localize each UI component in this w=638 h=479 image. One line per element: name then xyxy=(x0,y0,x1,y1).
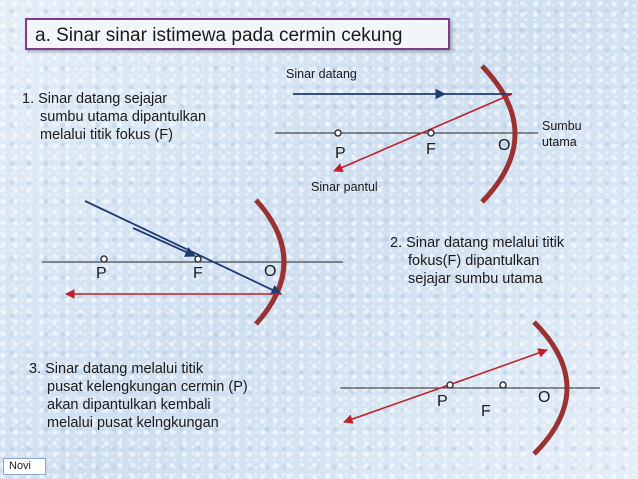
label-p-2: P xyxy=(96,265,107,282)
axis-label-line-2: utama xyxy=(542,135,577,149)
label-o-1: O xyxy=(498,137,511,154)
rule-2-text xyxy=(390,234,564,288)
point-f-3 xyxy=(500,382,506,388)
label-p-1: P xyxy=(335,145,346,162)
diagram-3 xyxy=(340,322,600,454)
reflected-ray-label: Sinar pantul xyxy=(311,180,378,194)
diagram-2 xyxy=(42,200,343,324)
point-f-2 xyxy=(195,256,201,262)
label-f-1: F xyxy=(426,141,436,158)
rule-1-line-3: melalui titik fokus (F) xyxy=(40,127,173,143)
rule-2-line-1: 2. Sinar datang melalui titik xyxy=(390,235,565,251)
axis-label-line-1: Sumbu xyxy=(542,119,582,133)
rule-1-line-2: sumbu utama dipantulkan xyxy=(40,109,207,125)
label-o-3: O xyxy=(538,389,551,406)
rule-3-line-1: 3. Sinar datang melalui titik xyxy=(29,361,204,377)
point-p-3 xyxy=(447,382,453,388)
principal-axis-label xyxy=(542,118,582,150)
point-p-1 xyxy=(335,130,341,136)
label-f-2: F xyxy=(193,265,203,282)
author-badge xyxy=(3,458,46,475)
incident-ray-2-overlay xyxy=(133,228,195,256)
rule-1-text xyxy=(22,90,206,144)
incident-ray-2 xyxy=(85,201,281,294)
label-p-3: P xyxy=(437,393,448,410)
rule-3-line-2: pusat kelengkungan cermin (P) xyxy=(47,379,248,395)
rule-3-text xyxy=(29,360,248,432)
concave-mirror-1 xyxy=(482,66,515,202)
rule-3-line-4: melalui pusat kelngkungan xyxy=(47,415,219,431)
incident-ray-3 xyxy=(449,350,547,385)
author-name: Novi xyxy=(9,460,32,472)
rule-3-line-3: akan dipantulkan kembali xyxy=(47,397,211,413)
label-o-2: O xyxy=(264,263,277,280)
label-f-3: F xyxy=(481,403,491,420)
reflected-ray-3 xyxy=(344,385,449,422)
slide-title: a. Sinar sinar istimewa pada cermin cekung xyxy=(35,25,403,46)
rule-1-line-1: 1. Sinar datang sejajar xyxy=(22,91,168,107)
point-f-1 xyxy=(428,130,434,136)
incoming-ray-label: Sinar datang xyxy=(286,67,357,81)
point-p-2 xyxy=(101,256,107,262)
rule-2-line-2: fokus(F) dipantulkan xyxy=(408,253,540,269)
rule-2-line-3: sejajar sumbu utama xyxy=(408,271,543,287)
